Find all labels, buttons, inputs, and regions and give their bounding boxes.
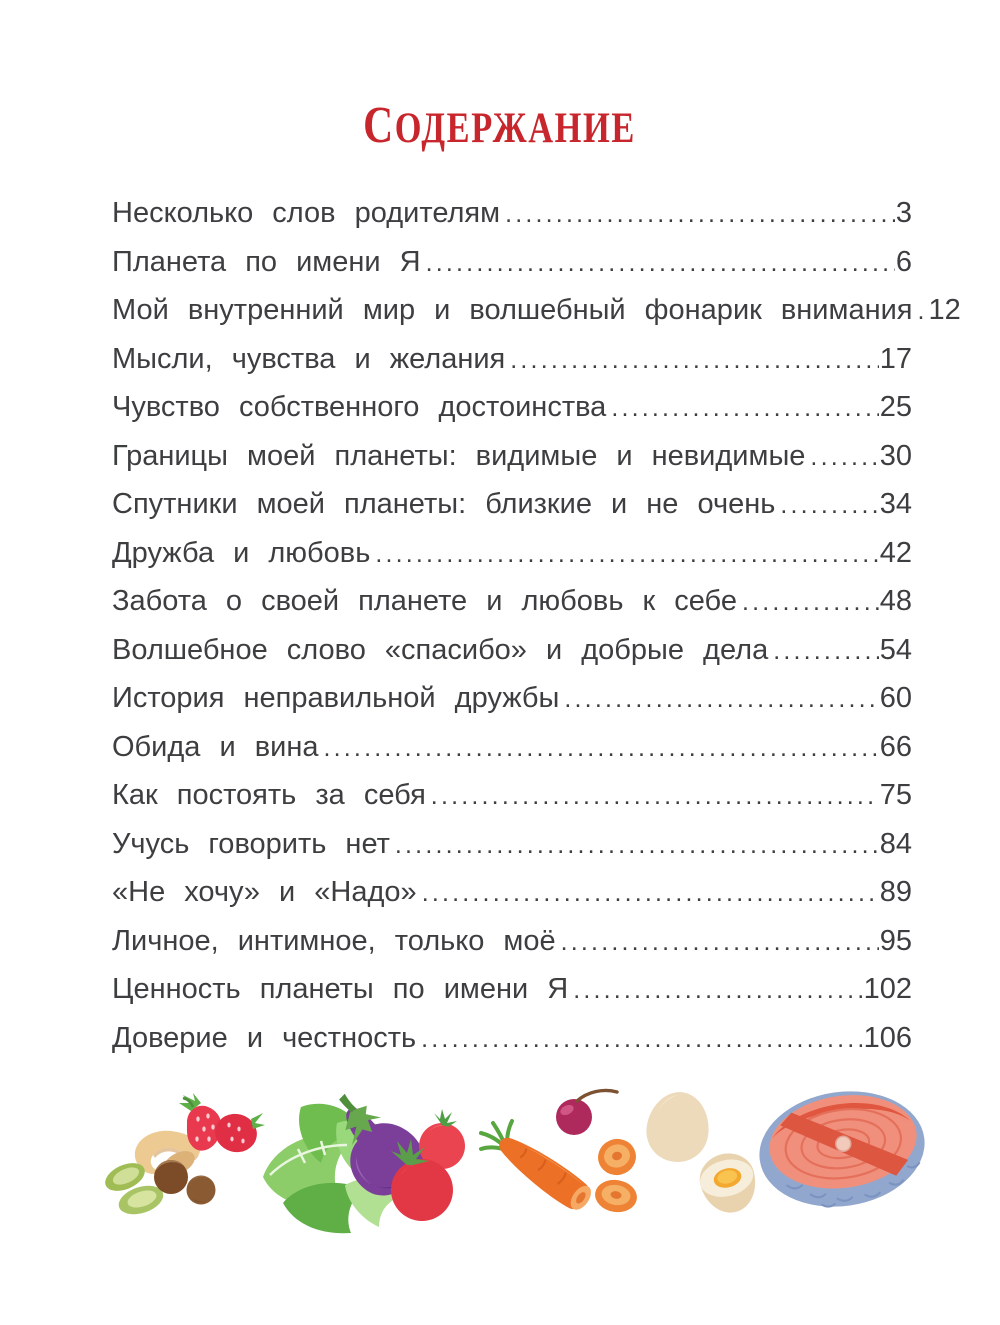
toc-entry-title: Волшебное слово «спасибо» и добрые дела [112, 633, 769, 666]
toc-entry-page: 3 [895, 197, 912, 229]
toc-entry-title: Несколько слов родителям [112, 197, 501, 229]
toc-entry-title: Мысли, чувства и желания [112, 342, 506, 375]
toc-entry [112, 383, 912, 432]
toc-entry-page: 95 [879, 924, 912, 957]
toc-entry-page: 84 [879, 827, 912, 860]
toc-entry [112, 771, 912, 820]
toc-leader-dots [323, 723, 878, 773]
toc-entry-title: Доверие и честность [112, 1021, 417, 1054]
toc-entry [112, 432, 912, 481]
toc-entry [112, 868, 912, 917]
cherry-icon [556, 1099, 592, 1135]
title-rest-letters: ОДЕРЖАНИЕ [395, 105, 637, 152]
page-title [0, 96, 1000, 155]
toc-leader-dots [773, 626, 879, 676]
toc-entry-title: Чувство собственного достоинства [112, 391, 607, 423]
toc-entry [112, 626, 912, 675]
toc-leader-dots [431, 771, 879, 821]
toc-entry-page: 60 [879, 682, 912, 714]
hazelnut-icon [154, 1160, 216, 1205]
carrot-icon [491, 1129, 596, 1216]
toc-entry [112, 577, 912, 626]
toc-entry [112, 335, 912, 384]
toc-entry [112, 965, 912, 1014]
toc-entry-page: 66 [879, 730, 912, 763]
toc-entry-page: 102 [863, 973, 912, 1005]
toc-entry-title: Ценность планеты по имени Я [112, 973, 569, 1005]
toc-entry-title: Учусь говорить нет [112, 827, 390, 860]
food-illustrations [105, 1085, 935, 1240]
toc-leader-dots [573, 965, 862, 1015]
toc-entry-page: 89 [879, 876, 912, 908]
toc-entry [112, 917, 912, 966]
toc-leader-dots [810, 432, 878, 482]
toc-leader-dots [564, 674, 878, 724]
toc-entry-title: Планета по имени Я [112, 245, 421, 278]
toc-leader-dots [611, 383, 878, 433]
toc-entry-page: 48 [879, 585, 912, 617]
cherry-illustration [556, 1090, 617, 1135]
toc-entry-page: 12 [928, 294, 961, 326]
toc-entry [112, 238, 912, 287]
toc-leader-dots [505, 189, 895, 239]
table-of-contents [112, 189, 961, 1062]
toc-entry [112, 1014, 912, 1063]
carrot-illustration [481, 1121, 640, 1216]
toc-entry [112, 723, 912, 772]
salmon-steak-illustration [752, 1085, 932, 1217]
toc-entry-title: Спутники моей планеты: близкие и не очень [112, 488, 776, 520]
carrot-slice-icon [593, 1135, 640, 1215]
toc-entry-page: 75 [879, 779, 912, 811]
toc-entry-title: История неправильной дружбы [112, 682, 560, 714]
toc-leader-dots [780, 480, 878, 530]
toc-entry-page: 34 [879, 488, 912, 520]
toc-entry-page: 30 [879, 439, 912, 472]
toc-entry-page: 17 [879, 342, 912, 375]
toc-entry-title: Как постоять за себя [112, 779, 426, 811]
egg-half-icon [694, 1148, 762, 1219]
toc-leader-dots [426, 238, 895, 288]
toc-entry [112, 529, 912, 578]
toc-entry-title: «Не хочу» и «Надо» [112, 876, 417, 908]
toc-leader-dots [510, 335, 878, 385]
toc-leader-dots [422, 868, 879, 918]
toc-entry-title: Забота о своей планете и любовь к себе [112, 585, 737, 617]
toc-leader-dots [742, 577, 879, 627]
title-initial-letter: С [363, 97, 396, 154]
toc-entry [112, 480, 912, 529]
toc-entry [112, 189, 912, 238]
egg-icon [642, 1088, 713, 1166]
toc-entry-page: 54 [879, 633, 912, 666]
toc-entry [112, 286, 961, 335]
toc-entry-title: Личное, интимное, только моё [112, 924, 556, 957]
toc-entry-page: 106 [863, 1021, 912, 1054]
toc-entry-title: Дружба и любовь [112, 536, 371, 569]
toc-entry-title: Обида и вина [112, 730, 319, 763]
toc-entry-page: 6 [895, 245, 912, 278]
toc-entry [112, 674, 912, 723]
nuts-strawberries-illustration [105, 1093, 265, 1219]
toc-entry-title: Границы моей планеты: видимые и невидимые [112, 439, 806, 472]
toc-entry-title: Мой внутренний мир и волшебный фонарик внимания [112, 294, 913, 326]
eggs-illustration [642, 1088, 762, 1219]
toc-entry-page: 42 [879, 536, 912, 569]
toc-leader-dots [421, 1014, 862, 1064]
toc-leader-dots [918, 286, 928, 336]
page-title-text [364, 96, 637, 155]
toc-leader-dots [561, 917, 879, 967]
toc-entry-page: 25 [879, 391, 912, 423]
toc-entry [112, 820, 912, 869]
toc-leader-dots [375, 529, 878, 579]
toc-leader-dots [395, 820, 879, 870]
